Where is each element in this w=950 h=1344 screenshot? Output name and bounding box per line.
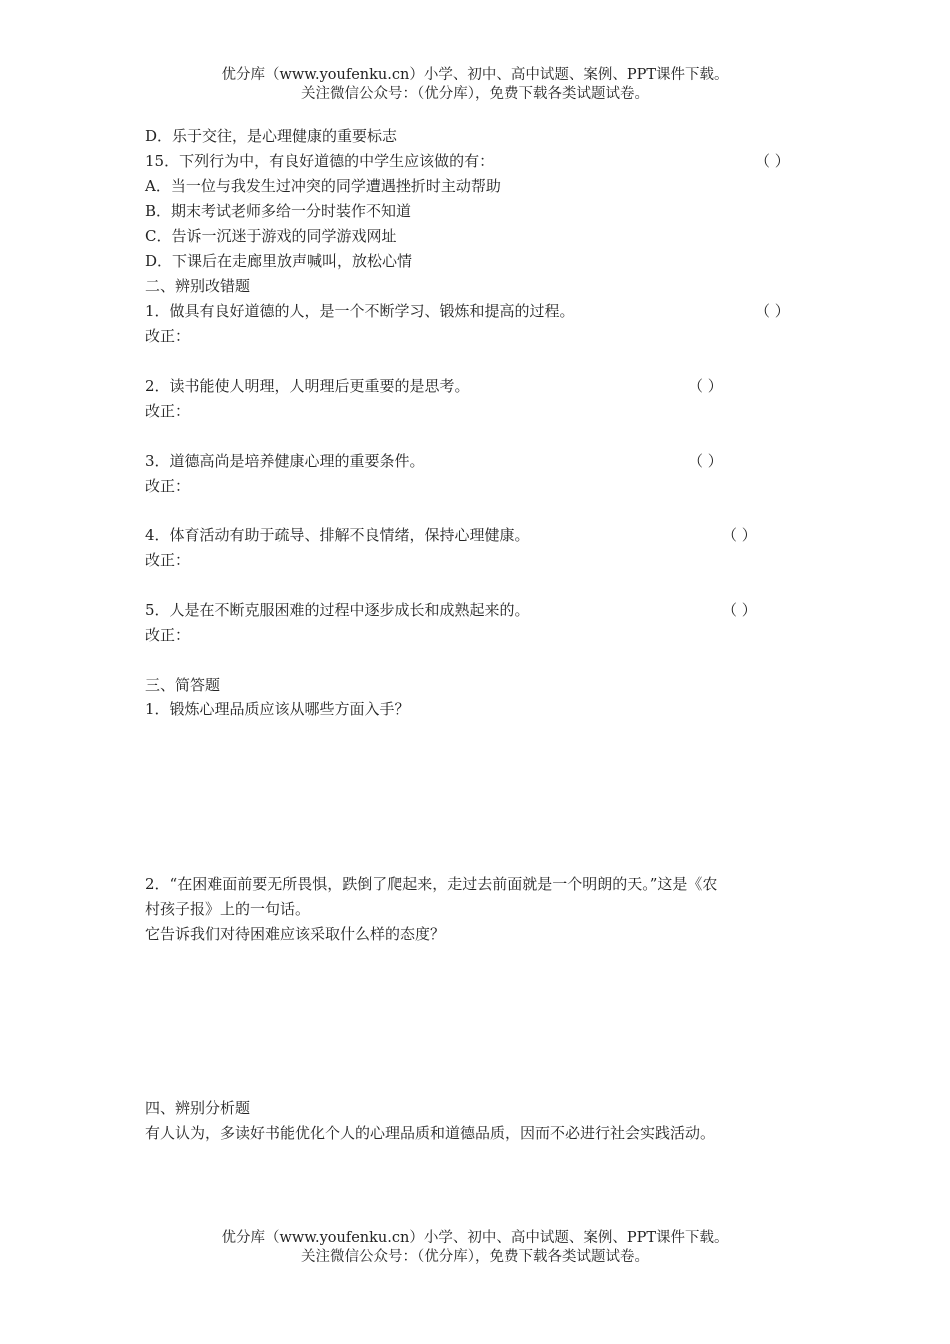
- s2-item-5: 5．人是在不断克服困难的过程中逐步成长和成熟起来的。: [145, 601, 530, 619]
- s2-item-2-paren: （ ）: [688, 377, 723, 395]
- s2-item-4: 4．体育活动有助于疏导、排解不良情绪，保持心理健康。: [145, 526, 530, 544]
- s3-question-1: 1．锻炼心理品质应该从哪些方面入手？: [145, 700, 410, 718]
- s2-item-2: 2．读书能使人明理，人明理后更重要的是思考。: [145, 377, 470, 395]
- s2-item-2-correction: 改正：: [145, 402, 191, 420]
- header-line-2: 关注微信公众号：（优分库），免费下载各类试题试卷。: [301, 86, 649, 102]
- page-header: [0, 66, 950, 104]
- s2-item-4-correction: 改正：: [145, 551, 191, 569]
- section-2-title: 二、辨别改错题: [145, 277, 251, 295]
- s4-statement: 有人认为，多读好书能优化个人的心理品质和道德品质，因而不必进行社会实践活动。: [145, 1124, 716, 1142]
- q15-question: 15．下列行为中，有良好道德的中学生应该做的有：: [145, 152, 495, 170]
- footer-line-2: 关注微信公众号：（优分库），免费下载各类试题试卷。: [301, 1249, 649, 1265]
- s3-question-2-line-2: 村孩子报》上的一句话。: [145, 900, 311, 918]
- q15-option-c: C．告诉一沉迷于游戏的同学游戏网址: [145, 227, 397, 245]
- s2-item-5-paren: （ ）: [722, 601, 757, 619]
- section-4-title: 四、辨别分析题: [145, 1099, 251, 1117]
- section-3-title: 三、简答题: [145, 676, 221, 694]
- q15-option-a: A．当一位与我发生过冲突的同学遭遇挫折时主动帮助: [145, 177, 501, 195]
- s2-item-5-correction: 改正：: [145, 626, 191, 644]
- s2-item-4-paren: （ ）: [722, 526, 757, 544]
- s2-item-3: 3．道德高尚是培养健康心理的重要条件。: [145, 452, 425, 470]
- q15-answer-paren: （ ）: [755, 152, 790, 170]
- s2-item-1-paren: （ ）: [755, 302, 790, 320]
- q15-option-d: D．下课后在走廊里放声喊叫，放松心情: [145, 252, 413, 270]
- q14-option-d: D．乐于交往，是心理健康的重要标志: [145, 127, 398, 145]
- s2-item-3-correction: 改正：: [145, 477, 191, 495]
- footer-line-1: 优分库（www.youfenku.cn）小学、初中、高中试题、案例、PPT课件下载。: [221, 1230, 729, 1246]
- page-footer: [0, 1229, 950, 1267]
- s2-item-1: 1．做具有良好道德的人，是一个不断学习、锻炼和提高的过程。: [145, 302, 575, 320]
- q15-option-b: B．期末考试老师多给一分时装作不知道: [145, 202, 412, 220]
- s2-item-1-correction: 改正：: [145, 327, 191, 345]
- header-line-1: 优分库（www.youfenku.cn）小学、初中、高中试题、案例、PPT课件下载。: [221, 67, 729, 83]
- s3-question-2-line-1: 2．“在困难面前要无所畏惧，跌倒了爬起来，走过去前面就是一个明朗的天。”这是《农: [145, 875, 718, 893]
- s3-question-2-line-3: 它告诉我们对待困难应该采取什么样的态度？: [145, 925, 446, 943]
- s2-item-3-paren: （ ）: [688, 452, 723, 470]
